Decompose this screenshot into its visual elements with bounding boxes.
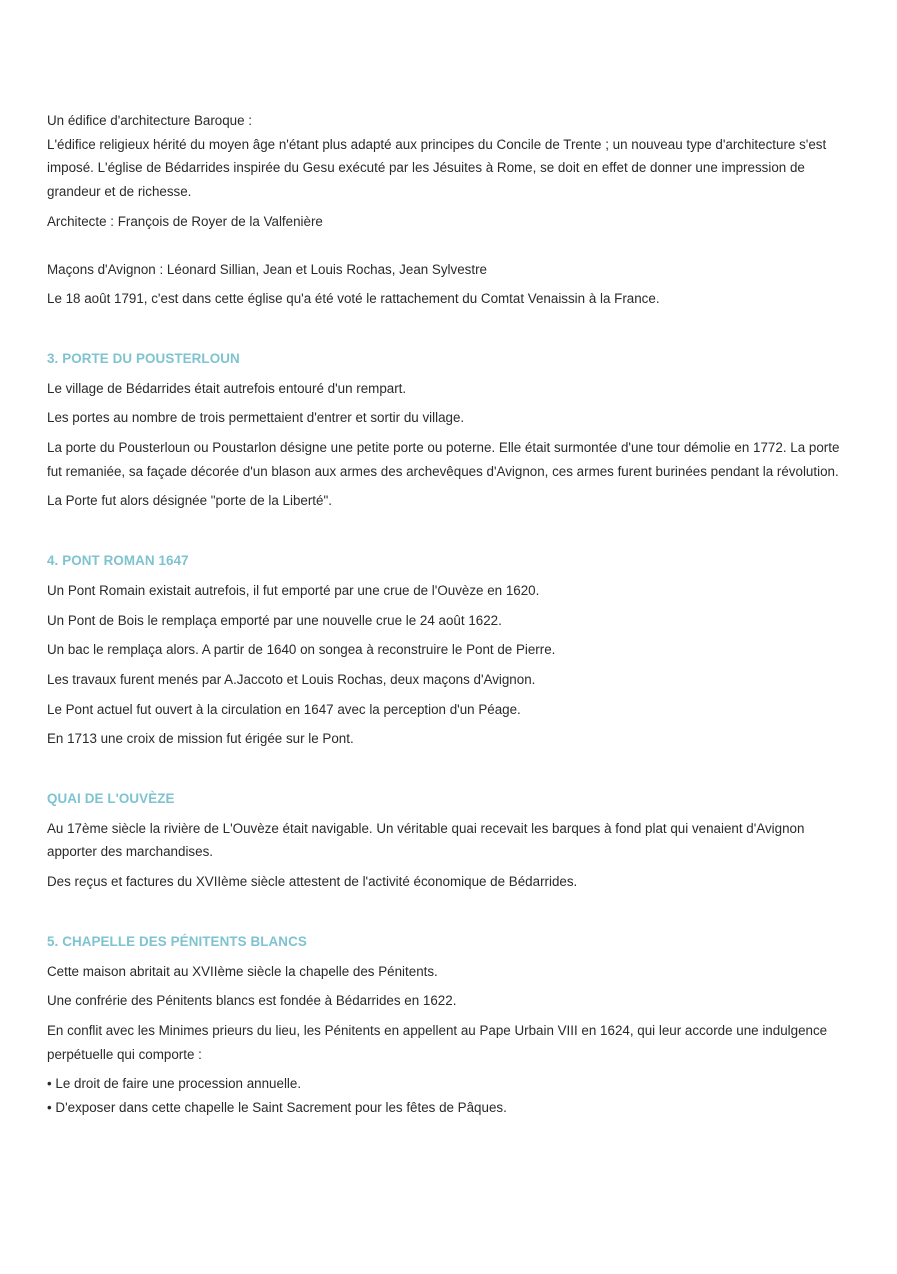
paragraph: Le village de Bédarrides était autrefois entouré d'un rempart.: [47, 380, 407, 396]
vote-line: Le 18 août 1791, c'est dans cette église qu'a été voté le rattachement du Comtat Venaissin à la France.: [47, 291, 660, 307]
spacer: [47, 900, 853, 930]
paragraph: Les portes au nombre de trois permettaient d'entrer et sortir du village.: [47, 410, 465, 426]
paragraph: Un bac le remplaça alors. A partir de 1640 on songea à reconstruire le Pont de Pierre.: [47, 642, 556, 658]
paragraph: En 1713 une croix de mission fut érigée sur le Pont.: [47, 731, 354, 747]
section-porte-du-pousterloun: [47, 347, 853, 513]
paragraph: Des reçus et factures du XVIIème siècle attestent de l'activité économique de Bédarrides.: [47, 874, 578, 890]
section-title: 5. CHAPELLE DES PÉNITENTS BLANCS: [47, 933, 307, 949]
spacer: [47, 519, 853, 549]
paragraph: La Porte fut alors désignée "porte de la Liberté".: [47, 493, 332, 509]
section-quai-de-l-ouveze: [47, 787, 853, 894]
paragraph: Au 17ème siècle la rivière de L'Ouvèze était navigable. Un véritable quai recevait les barques à fond plat qui venaient d'Avignon apporter des marchandises.: [47, 820, 805, 860]
section-title: QUAI DE L'OUVÈZE: [47, 791, 175, 807]
section-title: 3. PORTE DU POUSTERLOUN: [47, 350, 240, 366]
intro-paragraph: L'édifice religieux hérité du moyen âge n'étant plus adapté aux principes du Concile de Trente ; un nouveau type d'architecture s'est imposé. L'église de Bédarrides inspirée du Gesu exécuté par les Jésuites à Rome, se doit en effet de donner une impression de grandeur et de richesse.: [47, 136, 827, 200]
spacer: [47, 757, 853, 787]
bullet-list: [47, 1072, 853, 1119]
intro-heading: Un édifice d'architecture Baroque :: [47, 113, 253, 128]
spacer: [47, 240, 853, 258]
list-item: • Le droit de faire une procession annuelle.: [47, 1076, 302, 1092]
paragraph: Un Pont de Bois le remplaça emporté par une nouvelle crue le 24 août 1622.: [47, 612, 502, 628]
architect-line: Architecte : François de Royer de la Valfenière: [47, 213, 323, 229]
section-chapelle-des-penitents: [47, 930, 853, 1120]
paragraph: Un Pont Romain existait autrefois, il fut emporté par une crue de l'Ouvèze en 1620.: [47, 582, 540, 598]
section-title: 4. PONT ROMAN 1647: [47, 553, 189, 569]
paragraph: Les travaux furent menés par A.Jaccoto et Louis Rochas, deux maçons d'Avignon.: [47, 671, 536, 687]
spacer: [47, 317, 853, 347]
paragraph: Cette maison abritait au XVIIème siècle la chapelle des Pénitents.: [47, 963, 438, 979]
section-pont-roman: [47, 549, 853, 751]
intro-block: [47, 109, 853, 311]
list-item: • D'exposer dans cette chapelle le Saint Sacrement pour les fêtes de Pâques.: [47, 1100, 507, 1116]
paragraph: En conflit avec les Minimes prieurs du lieu, les Pénitents en appellent au Pape Urbain VIII en 1624, qui leur accorde une indulgence perpétuelle qui comporte :: [47, 1022, 828, 1062]
masons-line: Maçons d'Avignon : Léonard Sillian, Jean et Louis Rochas, Jean Sylvestre: [47, 261, 487, 277]
paragraph: Le Pont actuel fut ouvert à la circulation en 1647 avec la perception d'un Péage.: [47, 701, 521, 717]
paragraph: La porte du Pousterloun ou Poustarlon désigne une petite porte ou poterne. Elle était surmontée d'une tour démolie en 1772. La porte fut remaniée, sa façade décorée d'un blason aux armes des archevêques d'Avignon, ces armes furent burinées pendant la révolution.: [47, 440, 840, 479]
paragraph: Une confrérie des Pénitents blancs est fondée à Bédarrides en 1622.: [47, 993, 457, 1009]
